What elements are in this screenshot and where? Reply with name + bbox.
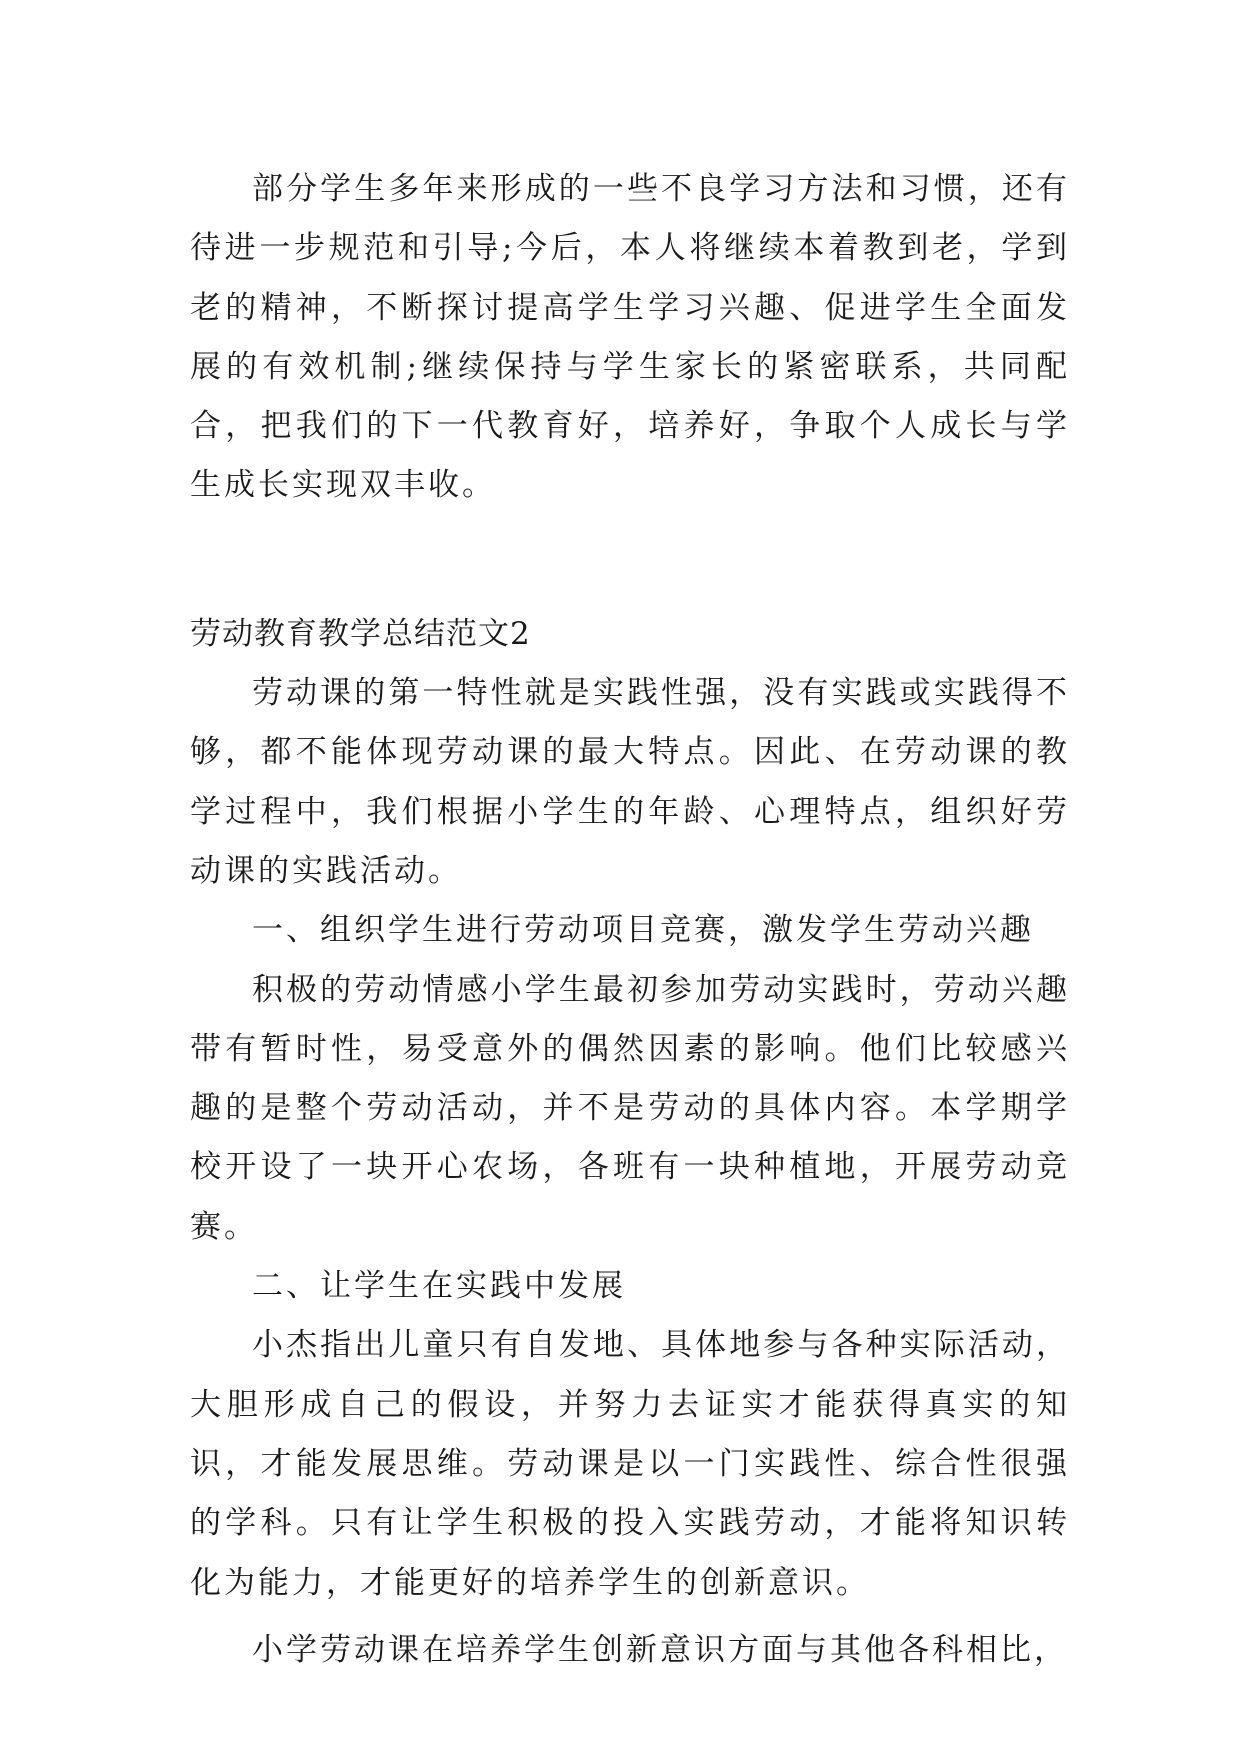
document-body	[190, 160, 1070, 1680]
paragraph-continuation: 部分学生多年来形成的一些不良学习方法和习惯，还有待进一步规范和引导;今后，本人将继续本着教到老，学到老的精神，不断探讨提高学生学习兴趣、促进学生全面发展的有效机制;继续保持与学生家长的紧密联系，共同配合，把我们的下一代教育好，培养好，争取个人成长与学生成长实现双丰收。	[190, 171, 1070, 504]
subheading-one: 一、组织学生进行劳动项目竞赛，激发学生劳动兴趣	[252, 912, 1034, 949]
paragraph-innovation: 小学劳动课在培养学生创新意识方面与其他各科相比，	[252, 1631, 1068, 1668]
paragraph-labor-interest: 积极的劳动情感小学生最初参加劳动实践时，劳动兴趣带有暂时性，易受意外的偶然因素的影响。他们比较感兴趣的是整个劳动活动，并不是劳动的具体内容。本学期学校开设了一块开心农场，各班有一块种植地，开展劳动竞赛。	[190, 971, 1070, 1245]
subheading-two: 二、让学生在实践中发展	[252, 1268, 626, 1305]
section-title: 劳动教育教学总结范文2	[190, 615, 531, 652]
paragraph-intro: 劳动课的第一特性就是实践性强，没有实践或实践得不够，都不能体现劳动课的最大特点。因此、在劳动课的教学过程中，我们根据小学生的年龄、心理特点，组织好劳动课的实践活动。	[190, 675, 1070, 889]
paragraph-practice: 小杰指出儿童只有自发地、具体地参与各种实际活动，大胆形成自己的假设，并努力去证实才能获得真实的知识，才能发展思维。劳动课是以一门实践性、综合性很强的学科。只有让学生积极的投入实践劳动，才能将知识转化为能力，才能更好的培养学生的创新意识。	[190, 1327, 1070, 1601]
